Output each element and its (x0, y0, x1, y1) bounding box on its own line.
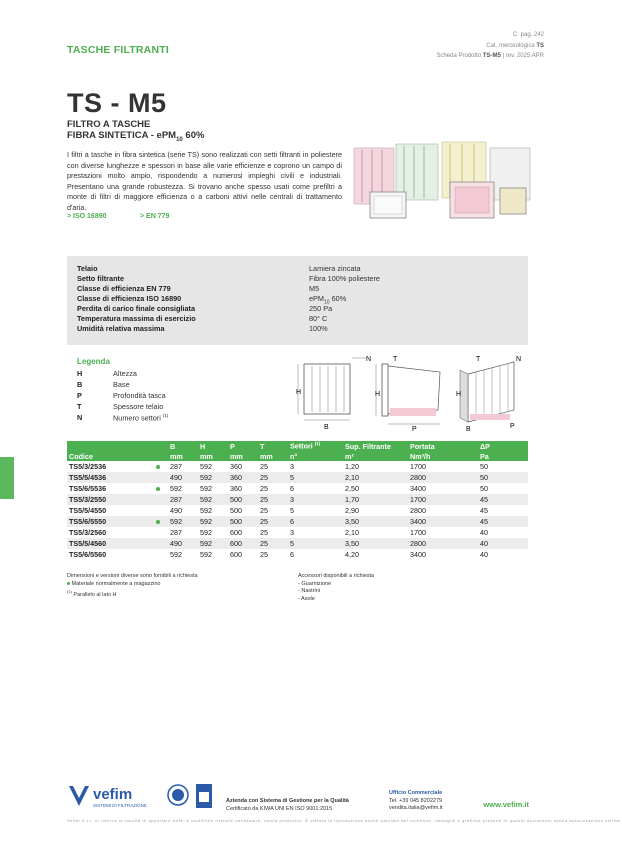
spec-row: Temperatura massima di esercizio 80° C (77, 314, 328, 323)
table-cell-h: 592 (198, 494, 228, 505)
spec-row: Umidità relativa massima 100% (77, 324, 328, 333)
table-cell-n: 5 (288, 538, 343, 549)
sales-office: Ufficio Commerciale Tel. +39 045 8202279 vendita.italia@vefim.it (389, 790, 443, 811)
accessories: Accessori disponibili a richiesta - Guarnizione - Nastrini - Asole (298, 573, 375, 602)
vefim-logo (67, 784, 157, 810)
table-row (67, 538, 528, 549)
in-stock-dot-icon (156, 487, 160, 491)
legal-disclaimer: Vefim S.r.l. si riserva la facoltà di apportare tutte le modifiche ritenute necessarie, senza preavviso. È vietata la riproduzione anche parziale dei contenuti, immagini e grafiche presenti in questo documento senza autorizzazione scritta. (67, 818, 622, 823)
table-cell-port: 1700 (410, 462, 426, 471)
table-cell-sup: 1,20 (345, 462, 359, 471)
table-cell-t: 25 (260, 506, 268, 515)
table-cell-h: 592 (200, 528, 212, 537)
subtitle-line1: FILTRO A TASCHE (67, 119, 151, 130)
table-cell-b: 592 (170, 550, 182, 559)
table-cell-dp: 45 (478, 516, 528, 527)
label-B-3d: B (466, 426, 471, 433)
table-cell-h: 592 (200, 462, 212, 471)
table-cell-p: 500 (228, 516, 258, 527)
table-cell-p: 500 (228, 494, 258, 505)
label-T: T (393, 356, 398, 363)
table-cell-t: 25 (260, 462, 268, 471)
table-cell-dp: 50 (480, 484, 488, 493)
cat-value: TS (536, 42, 544, 49)
office-email-link[interactable]: vendita.italia@vefim.it (389, 805, 443, 811)
norm-en-link[interactable]: > EN 779 (140, 213, 170, 220)
table-cell-code: TS5/5/4536 (67, 472, 168, 483)
product-photo (352, 140, 532, 228)
label-B: B (324, 424, 329, 431)
table-cell-code: TS5/5/4560 (67, 538, 168, 549)
label-T-3d: T (476, 356, 481, 363)
table-cell-port: 2800 (410, 506, 426, 515)
label-P: P (412, 426, 417, 433)
table-cell-n: 5 (288, 472, 343, 483)
spec-row: Classe di efficienza ISO 16890 ePM$_{10}$ 60% (77, 294, 347, 306)
table-units-row: Codice mm mm mm mm n° m² Nm³/h Pa (67, 451, 528, 461)
table-cell-h: 592 (198, 516, 228, 527)
dimension-diagram (290, 352, 530, 432)
table-cell-p: 360 (228, 472, 258, 483)
in-stock-dot-icon (156, 465, 160, 469)
table-row (67, 472, 528, 483)
spec-row: Telaio Lamiera zincata (77, 264, 361, 273)
table-cell-dp: 50 (480, 462, 488, 471)
table-cell-n: 6 (290, 550, 294, 559)
table-cell-sup: 3,50 (343, 516, 408, 527)
document-meta (436, 30, 544, 62)
perspective-diagram (456, 356, 521, 433)
product-table (67, 441, 528, 560)
table-cell-h: 592 (200, 550, 212, 559)
spec-row: Setto filtrante Fibra 100% poliestere (77, 274, 380, 283)
table-cell-code: TS5/3/2560 (69, 528, 107, 537)
label-H-3d: H (456, 391, 462, 398)
kiwa-badge-icon (196, 784, 212, 808)
product-title: TS - M5 (67, 88, 167, 118)
table-cell-h: 592 (198, 472, 228, 483)
front-view-diagram (296, 356, 371, 431)
table-cell-n: 3 (288, 494, 343, 505)
table-cell-p: 600 (230, 550, 242, 559)
table-cell-sup: 2,50 (345, 484, 359, 493)
table-row (67, 549, 528, 560)
sheet-label: Scheda Prodotto (436, 53, 482, 59)
table-cell-b: 592 (168, 516, 198, 527)
table-cell-n: 6 (290, 484, 294, 493)
specs-box (67, 256, 528, 345)
svg-text:SISTEMI DI FILTRAZIONE: SISTEMI DI FILTRAZIONE (93, 803, 147, 808)
revision: | rev. 2025 APR (502, 53, 544, 59)
table-cell-sup: 2,90 (345, 506, 359, 515)
table-cell-port: 2800 (408, 538, 478, 549)
legend: Legenda H Altezza B Base P Profondità tasca T Spessore telaio N Numero settori $^{(1)}$ (77, 357, 169, 423)
table-cell-h: 592 (200, 484, 212, 493)
quality-certification: Azienda con Sistema di Gestione per la Qualità Certificato da KIWA UNI EN ISO 9001:2015 (226, 798, 349, 812)
table-cell-dp: 45 (478, 494, 528, 505)
label-H-side: H (375, 391, 381, 398)
certification-seal-icon (167, 784, 189, 808)
table-cell-sup: 3,50 (343, 538, 408, 549)
svg-text:vefim: vefim (93, 786, 133, 803)
table-cell-code: TS5/6/5536 (67, 483, 168, 494)
table-cell-n: 3 (290, 462, 294, 471)
table-cell-sup: 1,70 (343, 494, 408, 505)
table-cell-port: 2800 (408, 472, 478, 483)
table-cell-code: TS5/6/5550 (67, 516, 168, 527)
table-notes: Dimensioni e versioni diverse sono fornibili a richiesta Materiale normalmente a magazzino $^{(1)}$ Parallelo al lato H (67, 573, 198, 598)
table-cell-t: 25 (258, 494, 288, 505)
table-cell-b: 287 (170, 528, 182, 537)
label-N-3d: N (516, 356, 522, 363)
table-cell-n: 5 (290, 506, 294, 515)
table-cell-code: TS5/5/4550 (69, 506, 107, 515)
table-cell-t: 25 (258, 538, 288, 549)
section-tab (0, 457, 14, 499)
table-cell-t: 25 (258, 472, 288, 483)
table-cell-b: 287 (168, 494, 198, 505)
product-subtitle (67, 120, 204, 145)
product-description: I filtri a tasche in fibra sintetica (serie TS) sono realizzati con setti filtranti in poliestere con diverse lunghezze e spessori in base alle varie efficienze e coprono un campo di prestazioni molto ampio, rispondendo a numerosi impieghi civili e industriali. Presentano una grande robustezza. Si trovano anche spesso usati come prefiltri a monte di filtri di maggiore efficienza o a carboni attivi nelle centrali di trattamento d'aria. (67, 150, 342, 212)
norm-iso-link[interactable]: > ISO 16890 (67, 213, 107, 220)
table-row (67, 483, 528, 494)
table-cell-sup: 2,10 (345, 528, 359, 537)
table-cell-dp: 40 (480, 550, 488, 559)
table-cell-dp: 40 (480, 528, 488, 537)
table-cell-p: 500 (230, 506, 242, 515)
table-row (67, 461, 528, 472)
page-section: C (512, 32, 518, 38)
legend-title: Legenda (77, 357, 110, 366)
table-row (67, 516, 528, 527)
subtitle-line2: FIBRA SINTETICA - ePM$_{10}$ 60% (67, 129, 205, 143)
table-cell-port: 1700 (408, 494, 478, 505)
table-cell-h: 592 (200, 506, 212, 515)
table-cell-p: 360 (230, 484, 242, 493)
label-H: H (296, 389, 302, 396)
page-number: pag. 242 (520, 32, 544, 38)
table-cell-t: 25 (260, 484, 268, 493)
table-cell-dp: 40 (478, 538, 528, 549)
category-title: TASCHE FILTRANTI (67, 44, 169, 56)
table-cell-n: 3 (290, 528, 294, 537)
table-cell-b: 490 (168, 472, 198, 483)
table-cell-p: 600 (230, 528, 242, 537)
table-cell-p: 360 (230, 462, 242, 471)
spec-row: Perdita di carico finale consigliata 250 Pa (77, 304, 333, 313)
table-row (67, 527, 528, 538)
table-cell-code: TS5/3/2536 (67, 461, 168, 472)
table-cell-h: 592 (198, 538, 228, 549)
table-cell-t: 25 (260, 550, 268, 559)
table-cell-b: 592 (170, 484, 182, 493)
table-cell-sup: 2,10 (343, 472, 408, 483)
table-cell-t: 25 (260, 528, 268, 537)
table-cell-b: 490 (170, 506, 182, 515)
table-cell-p: 600 (228, 538, 258, 549)
table-cell-dp: 50 (478, 472, 528, 483)
table-cell-code: TS5/3/2550 (67, 494, 168, 505)
table-cell-b: 287 (170, 462, 182, 471)
website-link[interactable]: www.vefim.it (483, 800, 529, 809)
cat-label: Cat. merceologica (486, 42, 535, 49)
table-header-row: B H P T Settori $^{(1)}$ Sup. Filtrante Portata ΔP (67, 441, 528, 451)
table-cell-t: 25 (258, 516, 288, 527)
table-row (67, 505, 528, 516)
table-cell-code: TS5/6/5560 (69, 550, 107, 559)
side-view-diagram (375, 356, 440, 433)
table-cell-dp: 45 (480, 506, 488, 515)
table-cell-n: 6 (288, 516, 343, 527)
table-cell-port: 3400 (410, 550, 426, 559)
table-row (67, 494, 528, 505)
in-stock-dot-icon (156, 520, 160, 524)
label-P-3d: P (510, 423, 515, 430)
table-cell-b: 490 (168, 538, 198, 549)
label-N: N (366, 356, 372, 363)
table-cell-sup: 4,20 (345, 550, 359, 559)
table-cell-port: 3400 (408, 516, 478, 527)
table-cell-port: 3400 (410, 484, 426, 493)
sheet-value: TS-M5 (482, 53, 501, 59)
spec-row: Classe di efficienza EN 779 M5 (77, 284, 320, 293)
table-cell-port: 1700 (410, 528, 426, 537)
